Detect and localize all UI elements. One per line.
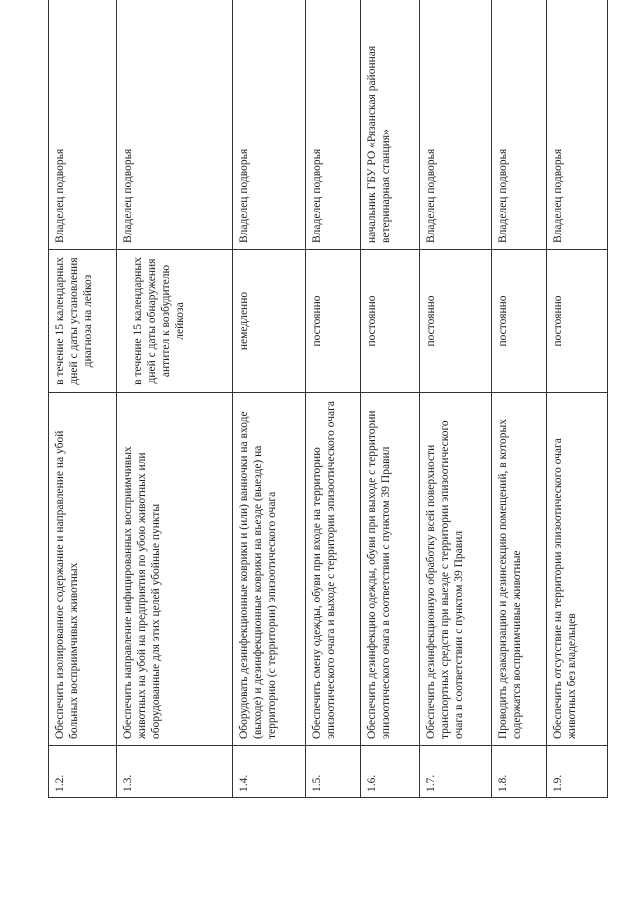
table-row: [232, 0, 306, 798]
row-responsible: Владелец подворья: [420, 0, 492, 250]
row-term: постоянно: [491, 250, 546, 393]
row-responsible: Владелец подворья: [306, 0, 361, 250]
table-row: [361, 0, 420, 798]
row-number: 1.7.: [420, 746, 492, 798]
row-action: Обеспечить дезинфекцию одежды, обуви при выходе с территории эпизоотического очага в соответствии с пунктом 39 Правил: [361, 393, 420, 746]
row-term: в течение 15 календарных дней с даты обнаружения антител к возбудителю лейкоза: [116, 250, 232, 393]
row-action: Обеспечить смену одежды, обуви при входе на территорию эпизоотического очага и выходе с территории эпизоотического очага: [306, 393, 361, 746]
row-action: Обеспечить изолированное содержание и направление на убой больных восприимчивых животных: [49, 393, 117, 746]
row-responsible: Владелец подворья: [491, 0, 546, 250]
row-number: 1.6.: [361, 746, 420, 798]
row-term: немедленно: [232, 250, 306, 393]
row-responsible: Владелец подворья: [49, 0, 117, 250]
row-action: Проводить дезакаризацию и дезинсекцию помещений, в которых содержатся восприимчивые животные: [491, 393, 546, 746]
table-row: [306, 0, 361, 798]
row-responsible: Владелец подворья: [116, 0, 232, 250]
table-row: [491, 0, 546, 798]
row-number: 1.2.: [49, 746, 117, 798]
row-number: 1.5.: [306, 746, 361, 798]
row-term: в течение 15 календарных дней с даты установления диагноза на лейкоз: [49, 250, 117, 393]
row-action: Обеспечить направление инфицированных восприимчивых животных на убой на предприятия по убою животных или оборудованные для этих целей убойные пункты: [116, 393, 232, 746]
rotated-table-container: [48, 45, 608, 798]
row-term: постоянно: [420, 250, 492, 393]
row-number: 1.8.: [491, 746, 546, 798]
row-number: 1.3.: [116, 746, 232, 798]
table-row: [420, 0, 492, 798]
row-responsible: Владелец подворья: [546, 0, 607, 250]
row-number: 1.4.: [232, 746, 306, 798]
row-action: Обеспечить дезинфекционную обработку всей поверхности транспортных средств при выезде с территории эпизоотического очага в соответствии с пунктом 39 Правил: [420, 393, 492, 746]
row-term: постоянно: [546, 250, 607, 393]
row-term: постоянно: [306, 250, 361, 393]
row-responsible: Владелец подворья: [232, 0, 306, 250]
measures-table: [48, 0, 608, 798]
row-action: Оборудовать дезинфекционные коврики и (или) ванночки на входе (выходе) и дезинфекционные коврики на въезде (выезде) на территорию (с территории) эпизоотического очага: [232, 393, 306, 746]
row-number: 1.9.: [546, 746, 607, 798]
row-action: Обеспечить отсутствие на территории эпизоотического очага животных без владельцев: [546, 393, 607, 746]
table-row: [49, 0, 117, 798]
table-row: [546, 0, 607, 798]
table-row: [116, 0, 232, 798]
row-term: постоянно: [361, 250, 420, 393]
row-responsible: начальник ГБУ РО «Рязанская районная ветеринарная станция»: [361, 0, 420, 250]
